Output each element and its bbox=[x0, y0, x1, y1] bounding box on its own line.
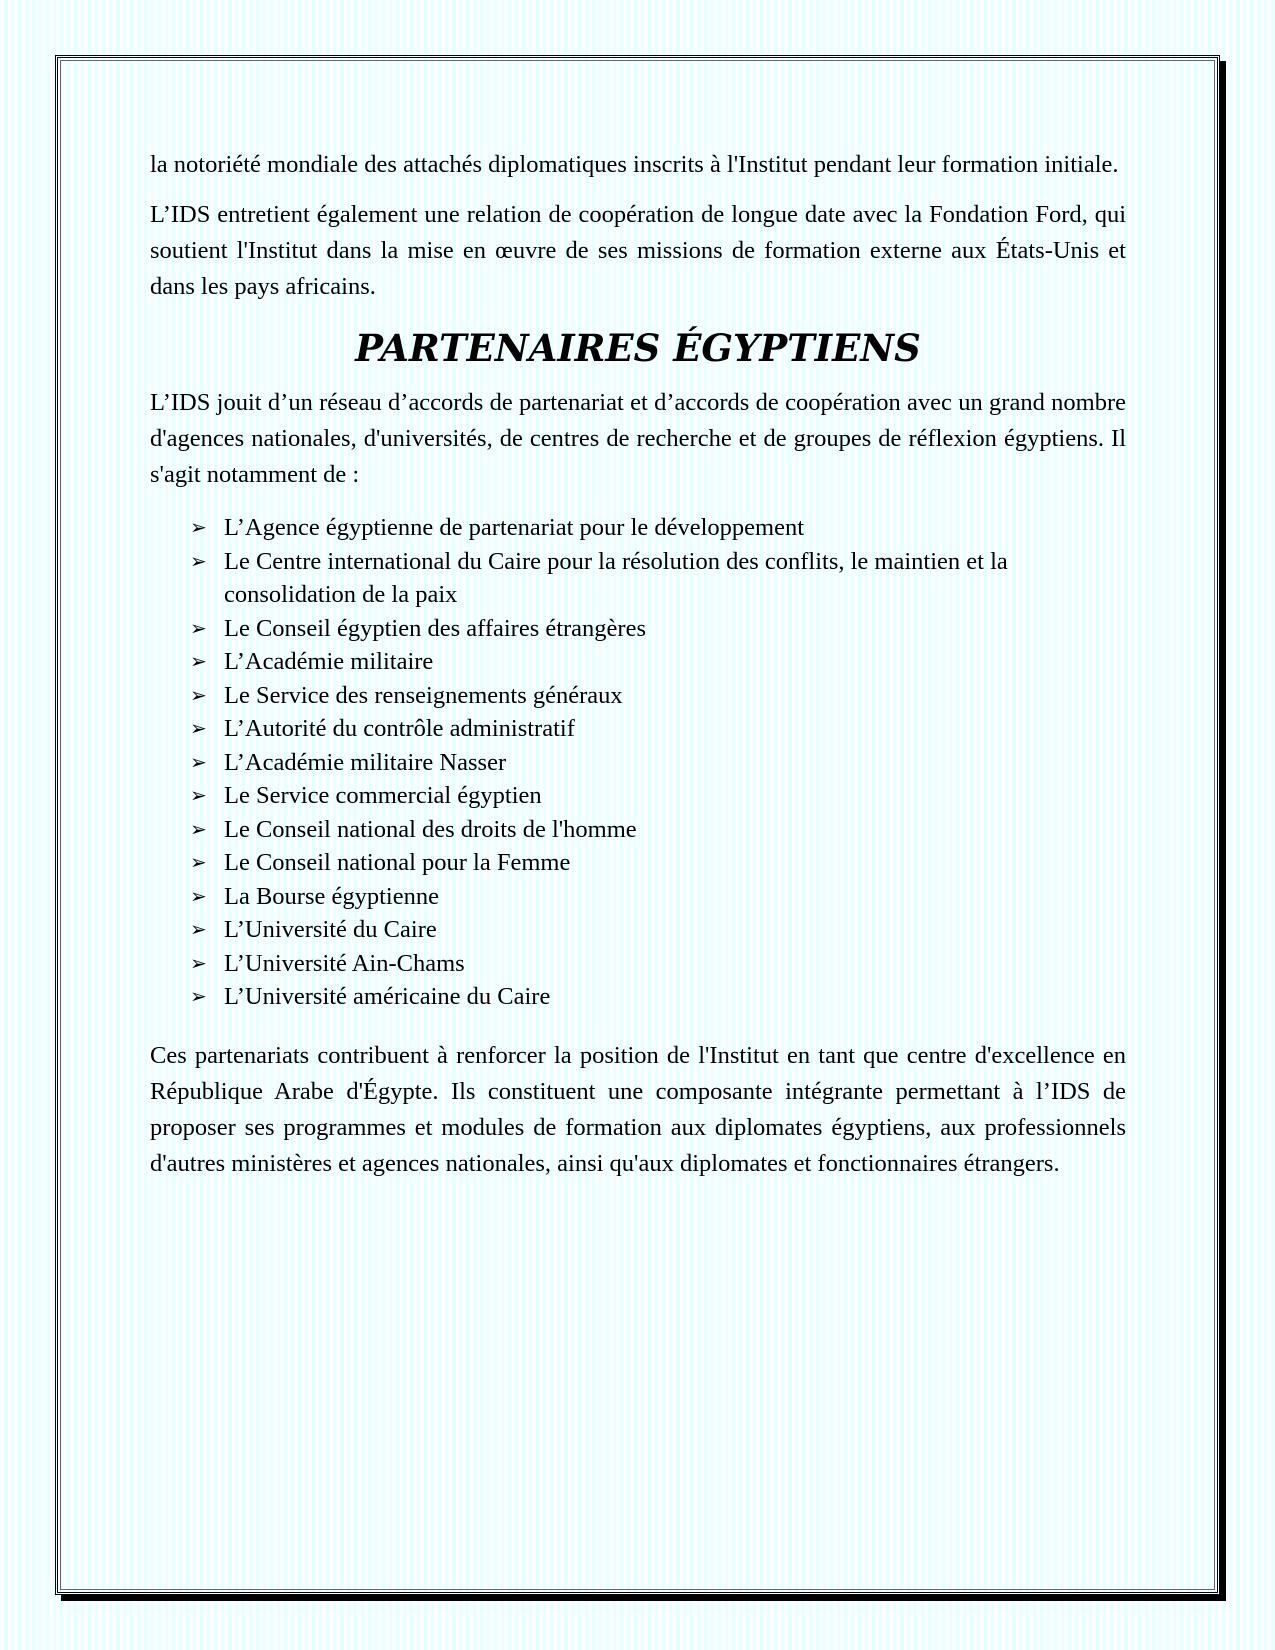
list-item-text: Le Service des renseignements généraux bbox=[224, 681, 623, 709]
list-item-text: L’Université du Caire bbox=[224, 916, 437, 943]
list-item-text: L’Académie militaire Nasser bbox=[224, 748, 507, 776]
list-item bbox=[190, 913, 1126, 947]
arrowhead-bullet-icon: ➢ bbox=[190, 515, 207, 539]
list-item bbox=[190, 511, 1126, 545]
paragraph-intro: L’IDS jouit d’un réseau d’accords de partenariat et d’accords de coopération avec un grand nombre d'agences nationales, d'universités, de centres de recherche et de groupes de réflexion égyptiens. Il s'agit notamment de : bbox=[150, 389, 1126, 488]
arrowhead-bullet-icon: ➢ bbox=[190, 716, 207, 740]
partners-list bbox=[150, 511, 1126, 1014]
list-item bbox=[190, 645, 1126, 679]
list-item-text: Le Centre international du Caire pour la résolution des conflits, le maintien et la consolidation de la paix bbox=[224, 547, 1008, 608]
arrowhead-bullet-icon: ➢ bbox=[190, 649, 207, 673]
paragraph-ford-foundation: L’IDS entretient également une relation de coopération de longue date avec la Fondation Ford, qui soutient l'Institut dans la mise en œuvre de ses missions de formation externe aux États-Unis et dans les pays africains. bbox=[150, 201, 1126, 300]
list-item bbox=[190, 612, 1126, 646]
list-item bbox=[190, 746, 1126, 780]
list-item-text: L’Université américaine du Caire bbox=[224, 983, 551, 1010]
arrowhead-bullet-icon: ➢ bbox=[190, 816, 207, 841]
arrowhead-bullet-icon: ➢ bbox=[190, 548, 207, 573]
list-item-text: L’Université Ain-Chams bbox=[224, 949, 465, 977]
paragraph-conclusion: Ces partenariats contribuent à renforcer la position de l'Institut en tant que centre d'excellence en République Arabe d'Égypte. Ils constituent une composante intégrante permettant à l’IDS de proposer ses programmes et modules de formation aux diplomates égyptiens, aux professionnels d'autres ministères et agences nationales, ainsi qu'aux diplomates et fonctionnaires étrangers. bbox=[150, 1041, 1126, 1177]
list-item bbox=[190, 679, 1126, 713]
list-item bbox=[190, 779, 1126, 813]
list-item-text: Le Service commercial égyptien bbox=[224, 782, 542, 809]
paragraph-notoriety: la notoriété mondiale des attachés diplomatiques inscrits à l'Institut pendant leur formation initiale. bbox=[150, 151, 1119, 178]
arrowhead-bullet-icon: ➢ bbox=[190, 850, 207, 874]
list-item bbox=[190, 947, 1126, 981]
list-item-text: Le Conseil égyptien des affaires étrangères bbox=[224, 614, 647, 642]
section-heading: PARTENAIRES ÉGYPTIENS bbox=[355, 326, 921, 370]
arrowhead-bullet-icon: ➢ bbox=[190, 749, 207, 774]
list-item bbox=[190, 545, 1126, 612]
list-item-text: L’Agence égyptienne de partenariat pour le développement bbox=[224, 514, 805, 541]
list-item-text: Le Conseil national pour la Femme bbox=[224, 849, 571, 876]
arrowhead-bullet-icon: ➢ bbox=[190, 615, 207, 640]
list-item-text: L’Académie militaire bbox=[224, 648, 434, 675]
document-body bbox=[150, 147, 1126, 1182]
list-item bbox=[190, 813, 1126, 847]
list-item bbox=[190, 880, 1126, 914]
list-item bbox=[190, 712, 1126, 746]
arrowhead-bullet-icon: ➢ bbox=[190, 783, 207, 807]
list-item-text: La Bourse égyptienne bbox=[224, 882, 439, 910]
arrowhead-bullet-icon: ➢ bbox=[190, 950, 207, 975]
list-item bbox=[190, 846, 1126, 880]
list-item-text: L’Autorité du contrôle administratif bbox=[224, 715, 575, 742]
arrowhead-bullet-icon: ➢ bbox=[190, 917, 207, 941]
list-item bbox=[190, 980, 1126, 1014]
arrowhead-bullet-icon: ➢ bbox=[190, 984, 207, 1008]
arrowhead-bullet-icon: ➢ bbox=[190, 682, 207, 707]
list-item-text: Le Conseil national des droits de l'homme bbox=[224, 815, 637, 843]
arrowhead-bullet-icon: ➢ bbox=[190, 883, 207, 908]
